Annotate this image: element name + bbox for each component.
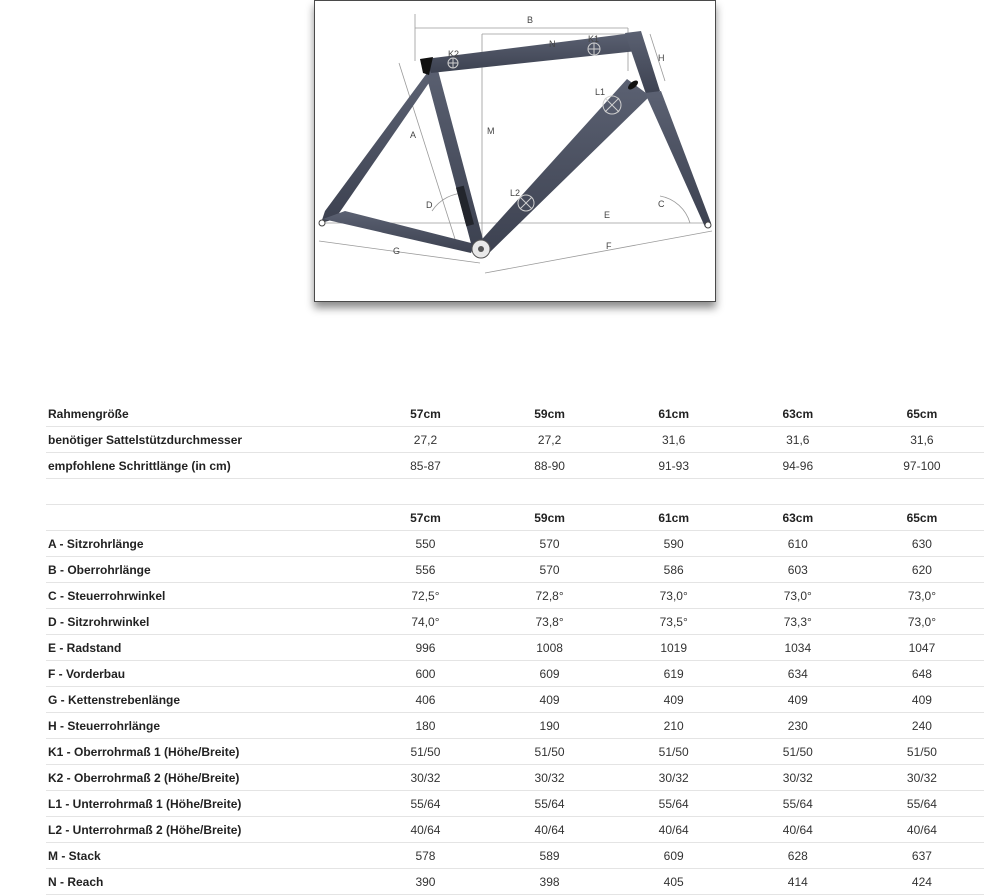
table-row [46, 687, 984, 713]
cell-value: 31,6 [860, 427, 984, 453]
cell-value: 94-96 [736, 453, 860, 479]
cell-value: 570 [488, 531, 612, 557]
cell-value: 619 [612, 661, 736, 687]
cell-value: 73,8° [488, 609, 612, 635]
table-row [46, 557, 984, 583]
cell-value: 73,3° [736, 609, 860, 635]
table-row [46, 817, 984, 843]
cell-value: 600 [363, 661, 487, 687]
row-label: H - Steuerrohrlänge [46, 713, 363, 739]
row-label: G - Kettenstrebenlänge [46, 687, 363, 713]
size-header: 59cm [488, 505, 612, 531]
cell-value: 40/64 [612, 817, 736, 843]
marker-k2-icon [448, 58, 458, 68]
cell-value: 609 [488, 661, 612, 687]
cell-value: 996 [363, 635, 487, 661]
cell-value: 648 [860, 661, 984, 687]
row-label: B - Oberrohrlänge [46, 557, 363, 583]
cell-value: 30/32 [736, 765, 860, 791]
size-header: 63cm [736, 401, 860, 427]
cell-value: 40/64 [363, 817, 487, 843]
cell-value: 586 [612, 557, 736, 583]
cell-value: 40/64 [860, 817, 984, 843]
row-label: K1 - Oberrohrmaß 1 (Höhe/Breite) [46, 739, 363, 765]
cell-value: 72,5° [363, 583, 487, 609]
label-l2: L2 [510, 188, 521, 198]
cell-value: 550 [363, 531, 487, 557]
cell-value: 190 [488, 713, 612, 739]
cell-value: 51/50 [736, 739, 860, 765]
label-m: M [487, 126, 495, 136]
cell-value: 40/64 [736, 817, 860, 843]
cell-value: 1034 [736, 635, 860, 661]
table-row [46, 609, 984, 635]
cell-value: 578 [363, 843, 487, 869]
bike-frame [319, 31, 711, 258]
cell-value: 51/50 [612, 739, 736, 765]
cell-value: 97-100 [860, 453, 984, 479]
label-d: D [426, 200, 433, 210]
cell-value: 637 [860, 843, 984, 869]
row-label: E - Radstand [46, 635, 363, 661]
cell-value: 230 [736, 713, 860, 739]
cell-value: 73,0° [736, 583, 860, 609]
label-h: H [658, 53, 665, 63]
cell-value: 73,5° [612, 609, 736, 635]
cell-value: 634 [736, 661, 860, 687]
table-row [46, 791, 984, 817]
cell-value: 406 [363, 687, 487, 713]
frame-geometry-diagram [314, 0, 716, 302]
cell-value: 180 [363, 713, 487, 739]
table-row [46, 635, 984, 661]
label-f: F [606, 241, 612, 251]
size-header: 59cm [488, 401, 612, 427]
label-k2: K2 [448, 49, 460, 59]
size-header: 65cm [860, 401, 984, 427]
cell-value: 405 [612, 869, 736, 895]
row-label: Rahmengröße [46, 401, 363, 427]
cell-value: 414 [736, 869, 860, 895]
cell-value: 630 [860, 531, 984, 557]
label-b: B [527, 15, 534, 25]
label-n: N [549, 39, 556, 49]
cell-value: 88-90 [488, 453, 612, 479]
cell-value: 30/32 [363, 765, 487, 791]
cell-value: 31,6 [612, 427, 736, 453]
row-label [46, 505, 363, 531]
cell-value: 30/32 [612, 765, 736, 791]
marker-k1-icon [588, 43, 600, 55]
cell-value: 409 [488, 687, 612, 713]
row-label: F - Vorderbau [46, 661, 363, 687]
cell-value: 1047 [860, 635, 984, 661]
cell-value: 27,2 [488, 427, 612, 453]
bike-frame-drawing [315, 1, 715, 301]
size-header: 61cm [612, 401, 736, 427]
cell-value: 409 [736, 687, 860, 713]
geometry-rows [46, 531, 984, 895]
cell-value: 55/64 [736, 791, 860, 817]
cell-value: 55/64 [612, 791, 736, 817]
label-k1: K1 [588, 34, 600, 44]
table-row [46, 531, 984, 557]
row-label: A - Sitzrohrlänge [46, 531, 363, 557]
cell-value: 603 [736, 557, 860, 583]
label-a: A [410, 130, 417, 140]
cell-value: 51/50 [363, 739, 487, 765]
cell-value: 390 [363, 869, 487, 895]
size-header: 61cm [612, 505, 736, 531]
table-spacer-row [46, 479, 984, 505]
cell-value: 85-87 [363, 453, 487, 479]
row-label: N - Reach [46, 869, 363, 895]
table-row [46, 739, 984, 765]
cell-value: 620 [860, 557, 984, 583]
cell-value: 30/32 [860, 765, 984, 791]
label-g: G [393, 246, 401, 256]
row-label: benötiger Sattelstützdurchmesser [46, 427, 363, 453]
cell-value: 73,0° [612, 583, 736, 609]
cell-value: 609 [612, 843, 736, 869]
label-l1: L1 [595, 87, 606, 97]
table-row [46, 713, 984, 739]
cell-value: 1019 [612, 635, 736, 661]
cell-value: 424 [860, 869, 984, 895]
cell-value: 210 [612, 713, 736, 739]
size-header: 65cm [860, 505, 984, 531]
cell-value: 1008 [488, 635, 612, 661]
geometry-spec-table [46, 401, 984, 895]
cell-value: 73,0° [860, 583, 984, 609]
table-row [46, 583, 984, 609]
cell-value: 398 [488, 869, 612, 895]
table-row [46, 765, 984, 791]
label-e: E [604, 210, 611, 220]
cell-value: 27,2 [363, 427, 487, 453]
cell-value: 55/64 [488, 791, 612, 817]
row-label: L1 - Unterrohrmaß 1 (Höhe/Breite) [46, 791, 363, 817]
cell-value: 51/50 [860, 739, 984, 765]
row-label: D - Sitzrohrwinkel [46, 609, 363, 635]
cell-value: 556 [363, 557, 487, 583]
table-row [46, 427, 984, 453]
cell-value: 31,6 [736, 427, 860, 453]
label-c: C [658, 199, 665, 209]
table-row [46, 453, 984, 479]
table-row [46, 661, 984, 687]
cell-value: 55/64 [363, 791, 487, 817]
row-label: K2 - Oberrohrmaß 2 (Höhe/Breite) [46, 765, 363, 791]
size-header: 57cm [363, 401, 487, 427]
cell-value: 51/50 [488, 739, 612, 765]
cell-value: 91-93 [612, 453, 736, 479]
row-label: empfohlene Schrittlänge (in cm) [46, 453, 363, 479]
cell-value: 30/32 [488, 765, 612, 791]
table-header-row [46, 401, 984, 427]
size-header: 63cm [736, 505, 860, 531]
cell-value: 74,0° [363, 609, 487, 635]
cell-value: 589 [488, 843, 612, 869]
cell-value: 240 [860, 713, 984, 739]
table-row [46, 869, 984, 895]
table-header-row [46, 505, 984, 531]
cell-value: 55/64 [860, 791, 984, 817]
cell-value: 72,8° [488, 583, 612, 609]
cell-value: 40/64 [488, 817, 612, 843]
table-row [46, 843, 984, 869]
row-label: M - Stack [46, 843, 363, 869]
cell-value: 610 [736, 531, 860, 557]
cell-value: 409 [860, 687, 984, 713]
row-label: L2 - Unterrohrmaß 2 (Höhe/Breite) [46, 817, 363, 843]
cell-value: 590 [612, 531, 736, 557]
cell-value: 73,0° [860, 609, 984, 635]
row-label: C - Steuerrohrwinkel [46, 583, 363, 609]
cell-value: 570 [488, 557, 612, 583]
size-header: 57cm [363, 505, 487, 531]
cell-value: 409 [612, 687, 736, 713]
cell-value: 628 [736, 843, 860, 869]
